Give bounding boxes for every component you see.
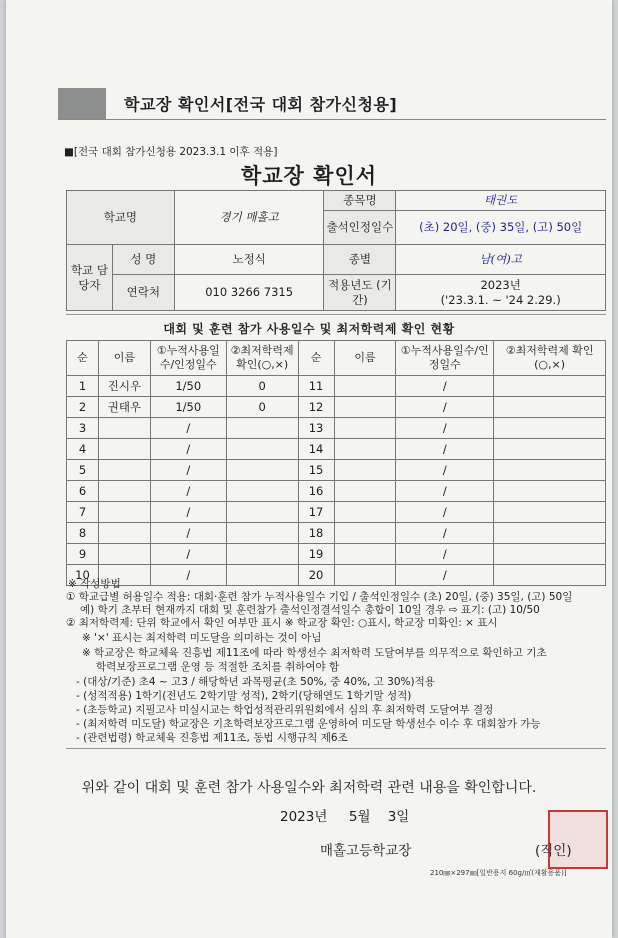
check-value — [494, 565, 606, 586]
paper-size-note: 210㎜×297㎜[일반용지 60g/㎡(재활용품)] — [430, 869, 567, 877]
days-value: / — [150, 418, 226, 439]
banner-grey-block — [58, 88, 106, 119]
days-value: / — [396, 376, 494, 397]
period-year: 2023년 — [480, 278, 521, 293]
student-name — [98, 460, 150, 481]
gender-label: 종별 — [324, 245, 396, 275]
school-name-value: 경기 매홀고 — [174, 191, 324, 245]
student-name — [334, 502, 396, 523]
row-no: 19 — [298, 544, 334, 565]
header-name: 이름 — [334, 341, 396, 376]
days-value: / — [150, 481, 226, 502]
row-no: 14 — [298, 439, 334, 460]
row-no: 9 — [67, 544, 99, 565]
days-value: / — [150, 544, 226, 565]
check-value — [494, 439, 606, 460]
row-no: 11 — [298, 376, 334, 397]
student-name — [98, 523, 150, 544]
seal-label: (직인) — [535, 843, 572, 859]
student-name — [334, 460, 396, 481]
days-value: / — [396, 565, 494, 586]
table-row — [67, 544, 606, 565]
student-name — [98, 439, 150, 460]
days-value: 1/50 — [150, 376, 226, 397]
student-name — [334, 397, 396, 418]
check-value — [494, 481, 606, 502]
student-name — [98, 481, 150, 502]
date-day: 3일 — [387, 809, 410, 825]
notice-line: ■[전국 대회 참가신청용 2023.3.1 이후 적용] — [64, 146, 278, 158]
check-value — [494, 460, 606, 481]
row-no: 1 — [67, 376, 99, 397]
student-name — [334, 523, 396, 544]
document-title: 학교장 확인서 — [240, 164, 378, 188]
row-no: 17 — [298, 502, 334, 523]
header-no: 순 — [298, 341, 334, 376]
days-value: / — [150, 439, 226, 460]
check-value — [494, 376, 606, 397]
sport-label: 종목명 — [324, 191, 396, 211]
issue-date — [280, 805, 409, 825]
status-table — [66, 340, 606, 586]
note-line: 학력보장프로그램 운영 등 적절한 조치를 취하여야 함 — [96, 661, 340, 673]
gender-value: 남(여)고 — [396, 245, 606, 275]
days-value: / — [396, 523, 494, 544]
days-value: / — [150, 460, 226, 481]
days-value: / — [396, 397, 494, 418]
row-no: 7 — [67, 502, 99, 523]
row-no: 8 — [67, 523, 99, 544]
row-no: 4 — [67, 439, 99, 460]
days-value: / — [396, 439, 494, 460]
student-name — [98, 502, 150, 523]
header-days: ①누적사용일수/인정일수 — [150, 341, 226, 376]
check-value — [226, 418, 298, 439]
table-row — [67, 523, 606, 544]
table-row — [67, 460, 606, 481]
days-value: 1/50 — [150, 397, 226, 418]
contact-value: 010 3266 7315 — [174, 275, 324, 311]
student-name — [98, 418, 150, 439]
school-name-label: 학교명 — [67, 191, 175, 245]
check-value — [226, 565, 298, 586]
period-range: ('23.3.1. ~ '24 2.29.) — [440, 292, 561, 307]
note-line: - (관련법령) 학교체육 진흥법 제11조, 동법 시행규칙 제6조 — [76, 732, 348, 744]
sport-value: 태권도 — [396, 191, 606, 211]
row-no: 2 — [67, 397, 99, 418]
days-value: / — [396, 460, 494, 481]
contact-label: 연락처 — [112, 275, 174, 311]
days-value: / — [396, 481, 494, 502]
table-row — [67, 481, 606, 502]
note-line: ① 학교급별 허용일수 적용: 대회·훈련 참가 누적사용일수 기입 / 출석인정일수 (초) 20일, (중) 35일, (고) 50일 — [66, 591, 573, 603]
note-line: 예) 학기 초부터 현재까지 대회 및 훈련참가 출석인정결석일수 총합이 10일 경우 ⇨ 표기: (고) 10/50 — [80, 604, 540, 616]
section-title: 대회 및 훈련 참가 사용일수 및 최저학력제 확인 현황 — [163, 322, 455, 336]
row-no: 18 — [298, 523, 334, 544]
note-line: - (초등학교) 지필고사 미실시교는 학업성적관리위원회에서 심의 후 최저학력 도달여부 결정 — [76, 704, 494, 716]
check-value — [494, 544, 606, 565]
row-no: 5 — [67, 460, 99, 481]
check-value — [226, 439, 298, 460]
note-line: ② 최저학력제: 단위 학교에서 확인 여부만 표시 ※ 학교장 확인: ○표시, 학교장 미확인: × 표시 — [66, 617, 498, 629]
table-row — [67, 418, 606, 439]
student-name — [334, 565, 396, 586]
check-value: 0 — [226, 376, 298, 397]
check-value — [494, 397, 606, 418]
check-value — [226, 523, 298, 544]
table-row — [67, 565, 606, 586]
check-value — [226, 481, 298, 502]
note-line: ※ 학교장은 학교체육 진흥법 제11조에 따라 학생선수 최저학력 도달여부를 의무적으로 확인하고 기초 — [82, 647, 547, 659]
table-row — [67, 502, 606, 523]
row-no: 10 — [67, 565, 99, 586]
note-line: - (최저학력 미도달) 학교장은 기초학력보장프로그램 운영하여 미도달 학생선수 이수 후 대회참가 가능 — [76, 718, 541, 730]
divider-line — [66, 314, 606, 315]
student-name: 권태우 — [98, 397, 150, 418]
student-name — [98, 544, 150, 565]
days-value: / — [150, 565, 226, 586]
period-value — [396, 275, 606, 311]
school-principal: 매홀고등학교장 — [320, 843, 412, 859]
days-value: / — [396, 418, 494, 439]
check-value — [226, 460, 298, 481]
check-value — [494, 418, 606, 439]
attendance-label: 출석인정일수 — [324, 211, 396, 245]
days-value: / — [150, 502, 226, 523]
header-name: 이름 — [98, 341, 150, 376]
row-no: 6 — [67, 481, 99, 502]
days-value: / — [396, 502, 494, 523]
note-line: - (성적적용) 1학기(전년도 2학기말 성적), 2학기(당해연도 1학기말 성적) — [76, 690, 412, 702]
student-name: 진시우 — [98, 376, 150, 397]
table-row — [67, 397, 606, 418]
info-table — [66, 190, 606, 311]
table-row — [67, 376, 606, 397]
divider-line — [66, 748, 606, 749]
header-check: ②최저학력제 확인(○,×) — [226, 341, 298, 376]
check-value — [494, 502, 606, 523]
days-value: / — [396, 544, 494, 565]
student-name — [334, 418, 396, 439]
check-value — [494, 523, 606, 544]
note-line: - (대상/기준) 초4 ~ 고3 / 해당학년 과목평균(초 50%, 중 40%, 고 30%)적용 — [76, 676, 435, 688]
name-label: 성 명 — [112, 245, 174, 275]
student-name — [334, 544, 396, 565]
row-no: 13 — [298, 418, 334, 439]
check-value — [226, 544, 298, 565]
header-no: 순 — [67, 341, 99, 376]
note-line: ※ 작성방법 — [68, 578, 121, 590]
student-name — [334, 376, 396, 397]
date-month: 5월 — [348, 809, 371, 825]
date-year: 2023년 — [280, 809, 328, 825]
header-days: ①누적사용일수/인정일수 — [396, 341, 494, 376]
row-no: 3 — [67, 418, 99, 439]
manager-label: 학교 담당자 — [67, 245, 113, 311]
days-value: / — [150, 523, 226, 544]
check-value — [226, 502, 298, 523]
student-name — [334, 481, 396, 502]
row-no: 12 — [298, 397, 334, 418]
check-value: 0 — [226, 397, 298, 418]
table-header-row — [67, 341, 606, 376]
table-row — [67, 439, 606, 460]
header-banner — [58, 88, 606, 120]
student-name — [334, 439, 396, 460]
header-check: ②최저학력제 확인(○,×) — [494, 341, 606, 376]
confirm-text: 위와 같이 대회 및 훈련 참가 사용일수와 최저학력 관련 내용을 확인합니다. — [81, 780, 537, 796]
row-no: 20 — [298, 565, 334, 586]
period-label: 적용년도 (기간) — [324, 275, 396, 311]
manager-name-value: 노정식 — [174, 245, 324, 275]
attendance-value: (초) 20일, (중) 35일, (고) 50일 — [396, 211, 606, 245]
note-line: ※ '×' 표시는 최저학력 미도달을 의미하는 것이 아님 — [82, 632, 322, 644]
row-no: 15 — [298, 460, 334, 481]
row-no: 16 — [298, 481, 334, 502]
banner-title: 학교장 확인서[전국 대회 참가신청용] — [124, 95, 398, 114]
